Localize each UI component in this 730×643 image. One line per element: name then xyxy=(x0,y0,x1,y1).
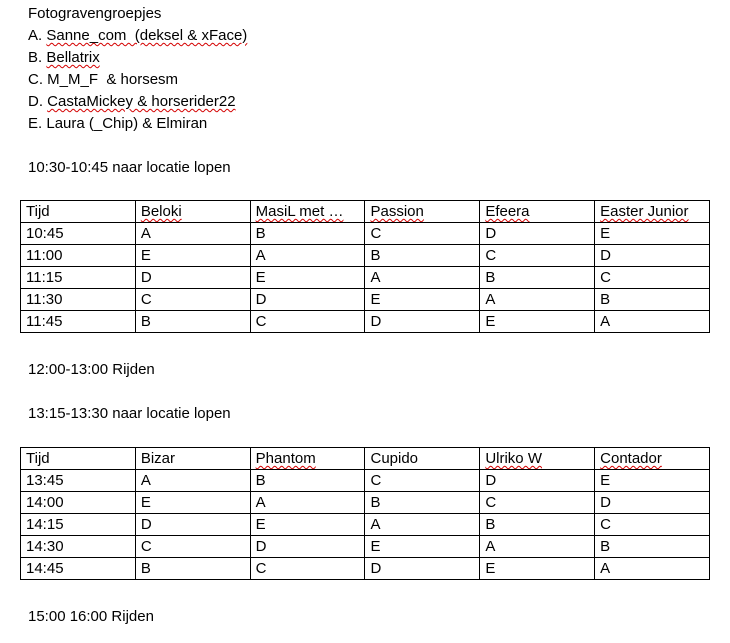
group-cell: D xyxy=(135,514,250,536)
schedule-ride-2: 15:00 16:00 Rijden xyxy=(28,608,154,625)
time-cell: 13:45 xyxy=(21,470,136,492)
rotation-table-1 xyxy=(20,200,710,333)
group-cell: E xyxy=(480,558,595,580)
header-text: Passion xyxy=(370,203,424,220)
time-cell: 11:30 xyxy=(21,289,136,311)
table-row xyxy=(21,245,710,267)
header-cell xyxy=(250,448,365,470)
group-cell: C xyxy=(250,311,365,333)
table-header-row xyxy=(21,201,710,223)
header-text: Easter Junior xyxy=(600,203,689,220)
header-text: Contador xyxy=(600,450,662,467)
group-cell: A xyxy=(480,536,595,558)
group-cell: B xyxy=(595,289,710,311)
group-cell: D xyxy=(365,558,480,580)
group-members: Sanne_com (deksel & xFace) xyxy=(46,27,248,44)
group-cell: B xyxy=(365,245,480,267)
group-letter: D. xyxy=(28,93,43,110)
group-letter: C. xyxy=(28,71,43,88)
group-cell: B xyxy=(480,514,595,536)
time-cell: 11:45 xyxy=(21,311,136,333)
group-cell: C xyxy=(135,536,250,558)
group-members: Laura (_Chip) & Elmiran xyxy=(42,115,208,132)
group-letter: B. xyxy=(28,49,43,66)
table-row xyxy=(21,470,710,492)
header-cell: Tijd xyxy=(21,201,136,223)
group-members: CastaMickey & horserider22 xyxy=(47,93,236,110)
table-row xyxy=(21,492,710,514)
group-cell: E xyxy=(595,223,710,245)
group-cell: D xyxy=(595,492,710,514)
header-cell xyxy=(595,448,710,470)
group-item-e xyxy=(28,114,207,134)
schedule-walk-1: 10:30-10:45 naar locatie lopen xyxy=(28,159,231,176)
table-header-row xyxy=(21,448,710,470)
group-cell: D xyxy=(365,311,480,333)
group-cell: C xyxy=(595,267,710,289)
table-row xyxy=(21,223,710,245)
table-row xyxy=(21,514,710,536)
header-text: MasiL met … xyxy=(255,203,344,220)
group-cell: B xyxy=(365,492,480,514)
group-letter: E. xyxy=(28,115,43,132)
group-cell: A xyxy=(595,558,710,580)
group-cell: E xyxy=(250,267,365,289)
group-cell: E xyxy=(250,514,365,536)
table-row xyxy=(21,536,710,558)
group-cell: B xyxy=(595,536,710,558)
group-item-c xyxy=(28,70,178,90)
group-item-b xyxy=(28,48,100,68)
group-cell: D xyxy=(480,223,595,245)
header-cell xyxy=(365,201,480,223)
time-cell: 14:45 xyxy=(21,558,136,580)
time-cell: 11:00 xyxy=(21,245,136,267)
header-cell: Cupido xyxy=(365,448,480,470)
group-cell: A xyxy=(250,245,365,267)
group-cell: E xyxy=(135,245,250,267)
table-row xyxy=(21,558,710,580)
header-text: Ulriko W xyxy=(485,450,542,467)
time-cell: 14:00 xyxy=(21,492,136,514)
group-cell: A xyxy=(135,470,250,492)
header-text: Phantom xyxy=(255,450,316,467)
group-cell: C xyxy=(135,289,250,311)
group-cell: C xyxy=(480,245,595,267)
header-cell: Bizar xyxy=(135,448,250,470)
header-cell xyxy=(480,201,595,223)
group-cell: B xyxy=(250,470,365,492)
group-item-d xyxy=(28,92,236,112)
header-cell: Beloki xyxy=(135,201,250,223)
time-cell: 14:30 xyxy=(21,536,136,558)
document-heading: Fotogravengroepjes xyxy=(28,5,162,22)
group-cell: C xyxy=(480,492,595,514)
header-cell xyxy=(595,201,710,223)
group-cell: E xyxy=(480,311,595,333)
table-row xyxy=(21,311,710,333)
group-cell: A xyxy=(595,311,710,333)
group-cell: C xyxy=(365,223,480,245)
group-cell: D xyxy=(135,267,250,289)
group-cell: C xyxy=(595,514,710,536)
group-cell: D xyxy=(250,289,365,311)
table-row xyxy=(21,289,710,311)
group-members: M_M_F & horsesm xyxy=(47,71,179,88)
group-members: Bellatrix xyxy=(46,49,100,66)
group-cell: D xyxy=(480,470,595,492)
group-letter: A. xyxy=(28,27,43,44)
group-cell: B xyxy=(135,558,250,580)
group-cell: D xyxy=(595,245,710,267)
group-cell: E xyxy=(365,536,480,558)
group-cell: A xyxy=(365,267,480,289)
group-cell: B xyxy=(480,267,595,289)
group-cell: A xyxy=(480,289,595,311)
group-cell: B xyxy=(135,311,250,333)
header-cell xyxy=(480,448,595,470)
header-text: Efeera xyxy=(485,203,530,220)
group-cell: E xyxy=(595,470,710,492)
group-cell: E xyxy=(365,289,480,311)
group-cell: A xyxy=(135,223,250,245)
schedule-walk-2: 13:15-13:30 naar locatie lopen xyxy=(28,405,231,422)
time-cell: 10:45 xyxy=(21,223,136,245)
time-cell: 11:15 xyxy=(21,267,136,289)
group-cell: C xyxy=(365,470,480,492)
group-cell: D xyxy=(250,536,365,558)
group-cell: C xyxy=(250,558,365,580)
group-cell: B xyxy=(250,223,365,245)
header-cell: Tijd xyxy=(21,448,136,470)
group-cell: A xyxy=(365,514,480,536)
schedule-ride-1: 12:00-13:00 Rijden xyxy=(28,361,155,378)
table-row xyxy=(21,267,710,289)
header-cell xyxy=(250,201,365,223)
rotation-table-2 xyxy=(20,447,710,580)
group-cell: E xyxy=(135,492,250,514)
group-item-a xyxy=(28,26,247,46)
group-cell: A xyxy=(250,492,365,514)
time-cell: 14:15 xyxy=(21,514,136,536)
